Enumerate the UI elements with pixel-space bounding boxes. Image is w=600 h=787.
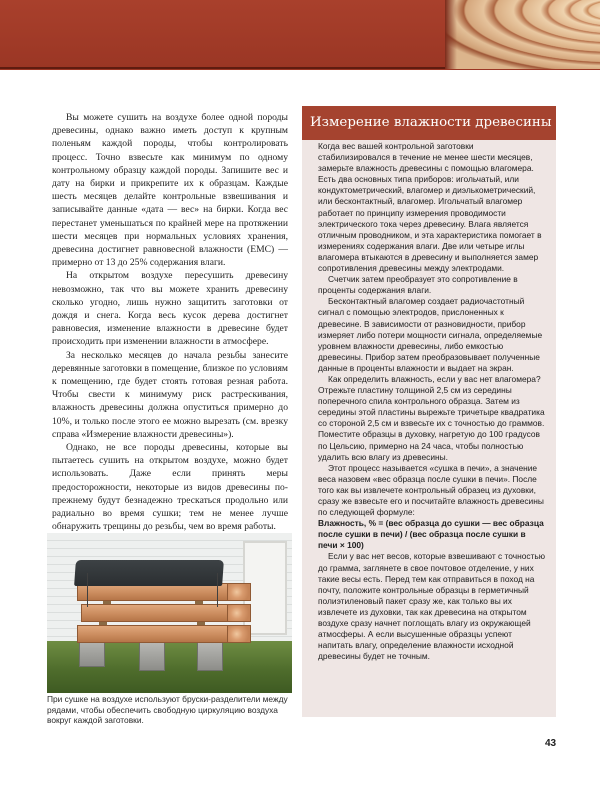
- wood-drying-stack-photo: [47, 533, 292, 693]
- photo-caption: При сушке на воздухе используют бруски-разделители между рядами, чтобы обеспечить свободную циркуляцию воздуха вокруг каждой заготовки.: [47, 694, 288, 726]
- sidebar-paragraph: Счетчик затем преобразует это сопротивление в проценты содержания влаги.: [318, 274, 518, 296]
- beam-end-grain: [227, 604, 251, 622]
- tie-strap: [217, 573, 218, 607]
- main-text-column: [52, 111, 288, 534]
- sidebar-paragraph: Бесконтактный влагомер создает радиочастотный сигнал с помощью электродов, прислоненных к древесине. В зависимости от разновидности, прибор измеряет либо потери мощности сигнала, определяемые уровнем влажности древесины, либо емкостью древесины. Прибор затем преобразовывает полученные данные в проценты влажности и выдает на экран.: [318, 296, 543, 373]
- page-number: 43: [545, 738, 557, 749]
- body-paragraph: Вы можете сушить на воздухе более одной породы древесины, однако важно иметь доступ к крупным поленьям каждой породы, чтобы контролировать процесс. Точно взвесьте как минимум по одному контрольному образцу каждой породы. Запишите вес и дату на бирки и прикрепите их к образцам. Каждые шесть месяцев делайте контрольные взвешивания и записывайте данные «дата — вес» на бирки. Когда вес перестанет уменьшаться по крайней мере на протяжении шести месяцев при нормальных условиях хранения, древесина достигнет равновесной влажности (EMC) — примерно от 13 до 25% содержания влаги.: [52, 112, 288, 269]
- beam-end-grain: [227, 583, 251, 601]
- body-paragraph: Однако, не все породы древесины, которые вы пытаетесь сушить на открытом воздухе, можно будет использовать. Даже если принять меры предосторожности, некоторые из видов древесины по-прежнему будут безнадежно трескаться продольно или радиально во время сушки; тем не менее лучше обнаружить трещины до резьбы, чем во время работы.: [52, 442, 288, 533]
- wood-rings-image: [445, 0, 600, 69]
- tie-strap: [87, 573, 88, 607]
- body-paragraph: На открытом воздухе пересушить древесину невозможно, так что вы можете хранить древесину сколько угодно, лишь нужно защитить заготовки от дождя и снега. Когда весь кусок дерева достигнет равновесия, изменение влажности в древесине будет происходить при изменении влажности в атмосфере.: [52, 270, 288, 348]
- sidebar-paragraph: Этот процесс называется «сушка в печи», а значение веса назовем «вес образца после сушки в печи». После того как вы извлечете контрольный образец из духовки, сразу же взвесьте его и посчитайте влажность древесины по следующей формуле:: [318, 462, 544, 518]
- wood-beam: [77, 625, 229, 643]
- moisture-formula: Влажность, % = (вес образца до сушки — вес образца после сушки в печи) / (вес образца после сушки в печи × 100): [318, 518, 544, 551]
- sidebar-text: [318, 141, 546, 662]
- sidebar-paragraph: Если у вас нет весов, которые взвешивают с точностью до грамма, заглянете в свое почтовое отделение, у них такие весы есть. Перед тем как отправиться в поход на почту, положите контрольные образцы в герметичный полиэтиленовый пакет сразу же, как только вы их извлечете из духовки, так как древесина на открытом воздухе сразу начнет поглощать влагу из окружающей атмосферы. А если высушенные образцы успеют напитать влагу, определение влажности исходной древесины будет не точным.: [318, 551, 546, 662]
- sidebar-title: Измерение влажности древесины: [302, 106, 556, 140]
- wood-beam: [81, 604, 229, 622]
- concrete-block: [139, 641, 165, 671]
- roofing-cover: [74, 560, 224, 586]
- concrete-block: [197, 641, 223, 671]
- body-paragraph: За несколько месяцев до начала резьбы занесите деревянные заготовки в помещение, близкое по условиям к помещению, где будет стоять готовая резная работа. Чтобы свести к минимуму риск растрескивания, влажность древесины должна опуститься примерно до 10%, и только после этого ее можно вырезать (см. врезку справа «Измерение влажности древесины»).: [52, 349, 288, 440]
- sidebar-paragraph: Как определить влажность, если у вас нет влагомера? Отрежьте пластину толщиной 2,5 см из середины поперечного спила контрольного образца. Затем из середины этой пластины вырежьте тричетыре квадратика со стороной 2,5 см и взвесьте их с точностью до граммов. Поместите образцы в духовку, нагретую до 100 градусов по Цельсию, примерно на 24 часа, чтобы полностью удалить всю влагу из древесины.: [318, 373, 545, 462]
- sidebar-paragraph: Когда вес вашей контрольной заготовки стабилизировался в течение не менее шести месяцев, замерьте влажность древесины с помощью влагомера. Есть два основных типа приборов: игольчатый, или кондуктометрический, влагомер и диэлькометрический, или бесконтактный, влагомер. Игольчатый влагомер работает по принципу измерения проводимости электрического тока через древесину. Влага является отличным проводником, и эта характеристика помогает в измерениях содержания влаги. Две или четыре иглы влагомера втыкаются в древесину и выполняется замер сопротивления древесины между электродами.: [318, 141, 542, 274]
- beam-end-grain: [227, 625, 251, 643]
